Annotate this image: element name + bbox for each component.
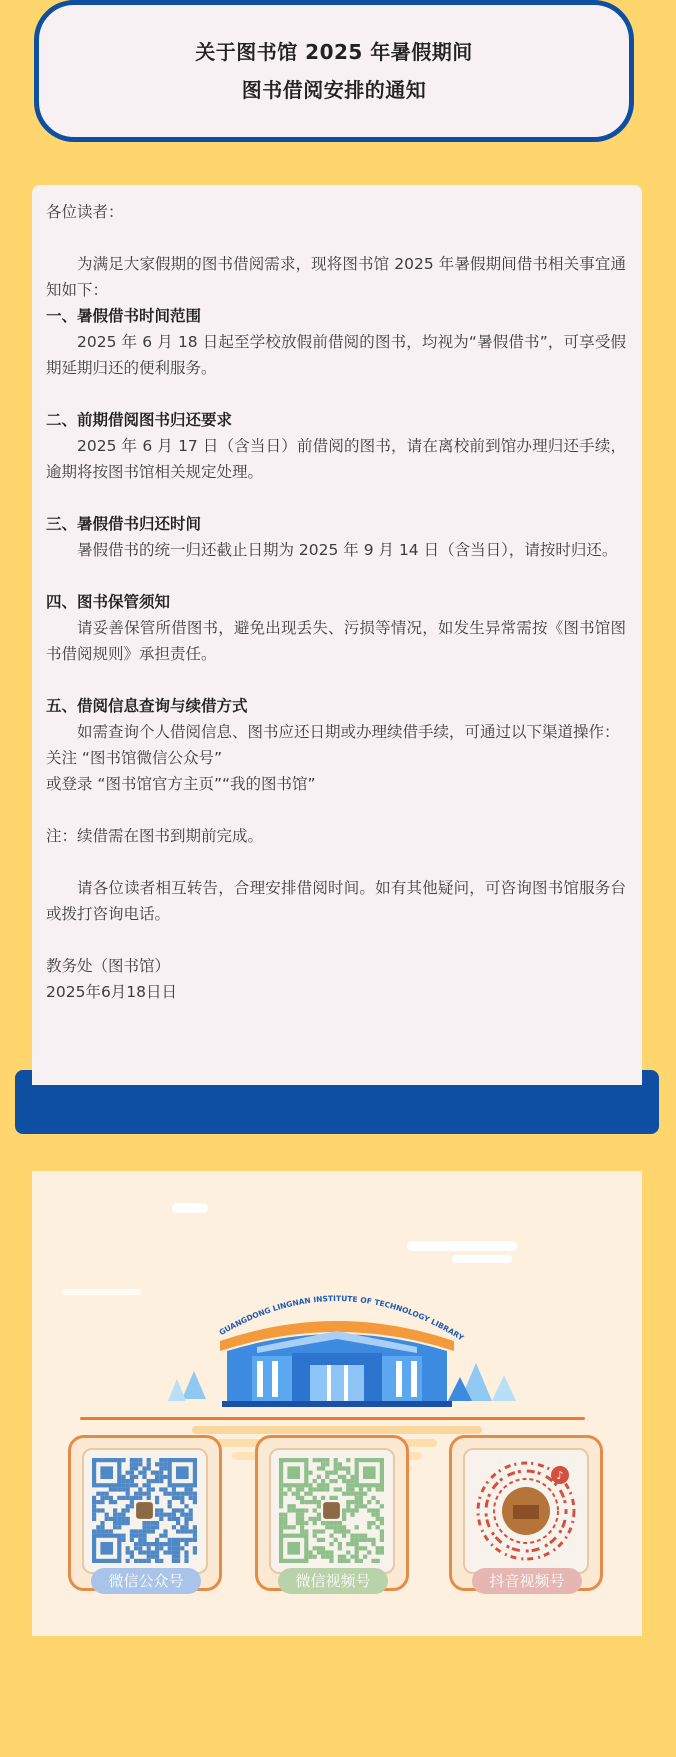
section-4-heading: 四、图书保管须知 xyxy=(46,593,171,611)
signature-department: 教务处（图书馆） xyxy=(46,957,171,975)
qr-code-douyin[interactable] xyxy=(463,1448,589,1574)
library-arc-text: GUANGDONG LINGNAN INSTITUTE OF TECHNOLOGY LIBRARY xyxy=(217,1293,466,1343)
qr-label-douyin: 抖音视频号 xyxy=(472,1568,582,1594)
notice-title-line-1: 关于图书馆 2025 年暑假期间 xyxy=(195,40,473,64)
qr-card-douyin[interactable] xyxy=(449,1435,603,1591)
qr-code-wechat-video[interactable] xyxy=(269,1448,395,1574)
section-3-body: 暑假借书的统一归还截止日期为 2025 年 9 月 14 日（含当日），请按时归还。 xyxy=(77,541,618,559)
library-building-illustration xyxy=(82,1261,602,1411)
ground-line xyxy=(80,1417,585,1420)
footer-panel xyxy=(32,1171,642,1636)
qr-code-icon xyxy=(84,1450,206,1572)
section-3-heading: 三、暑假借书归还时间 xyxy=(46,515,202,533)
salutation: 各位读者： xyxy=(46,203,124,221)
section-2-heading: 二、前期借阅图书归还要求 xyxy=(46,411,233,429)
notice-title-box xyxy=(34,0,634,142)
qr-label-wechat-video: 微信视频号 xyxy=(278,1568,388,1594)
section-2-body: 2025 年 6 月 17 日（含当日）前借阅的图书，请在离校前到馆办理归还手续，逾期将按图书馆相关规定处理。 xyxy=(46,437,626,481)
cloud-shape xyxy=(407,1241,517,1251)
qr-code-wechat-official[interactable] xyxy=(82,1448,208,1574)
section-1-heading: 一、暑假借书时间范围 xyxy=(46,307,202,325)
svg-text:♪: ♪ xyxy=(556,1469,564,1482)
renewal-note: 注：续借需在图书到期前完成。 xyxy=(46,827,264,845)
intro-paragraph: 为满足大家假期的图书借阅需求，现将图书馆 2025 年暑假期间借书相关事宜通知如下： xyxy=(46,255,626,299)
notice-title-line-2: 图书借阅安排的通知 xyxy=(241,78,427,102)
section-5-body: 如需查询个人借阅信息、图书应还日期或办理续借手续，可通过以下渠道操作： xyxy=(77,723,620,741)
ground-stripe xyxy=(192,1426,482,1434)
closing-paragraph: 请各位读者相互转告，合理安排借阅时间。如有其他疑问，可咨询图书馆服务台或拨打咨询电话。 xyxy=(46,879,626,923)
channel-library-homepage: 或登录 “图书馆官方主页”“我的图书馆” xyxy=(46,775,316,793)
cloud-shape xyxy=(172,1203,208,1213)
channel-wechat-official: 关注 “图书馆微信公众号” xyxy=(46,749,222,767)
section-1-body: 2025 年 6 月 18 日起至学校放假前借阅的图书，均视为“暑假借书”，可享受假期延期归还的便利服务。 xyxy=(46,333,626,377)
qr-code-icon xyxy=(271,1450,393,1572)
signature-date: 2025年6月18日日 xyxy=(46,983,178,1001)
qr-card-wechat-official[interactable] xyxy=(68,1435,222,1591)
notice-body-card xyxy=(32,185,642,1085)
section-4-body: 请妥善保管所借图书，避免出现丢失、污损等情况，如发生异常需按《图书馆图书借阅规则》承担责任。 xyxy=(46,619,626,663)
qr-label-wechat-official: 微信公众号 xyxy=(91,1568,201,1594)
section-5-heading: 五、借阅信息查询与续借方式 xyxy=(46,697,248,715)
douyin-code-icon xyxy=(465,1450,587,1572)
qr-card-wechat-video[interactable] xyxy=(255,1435,409,1591)
